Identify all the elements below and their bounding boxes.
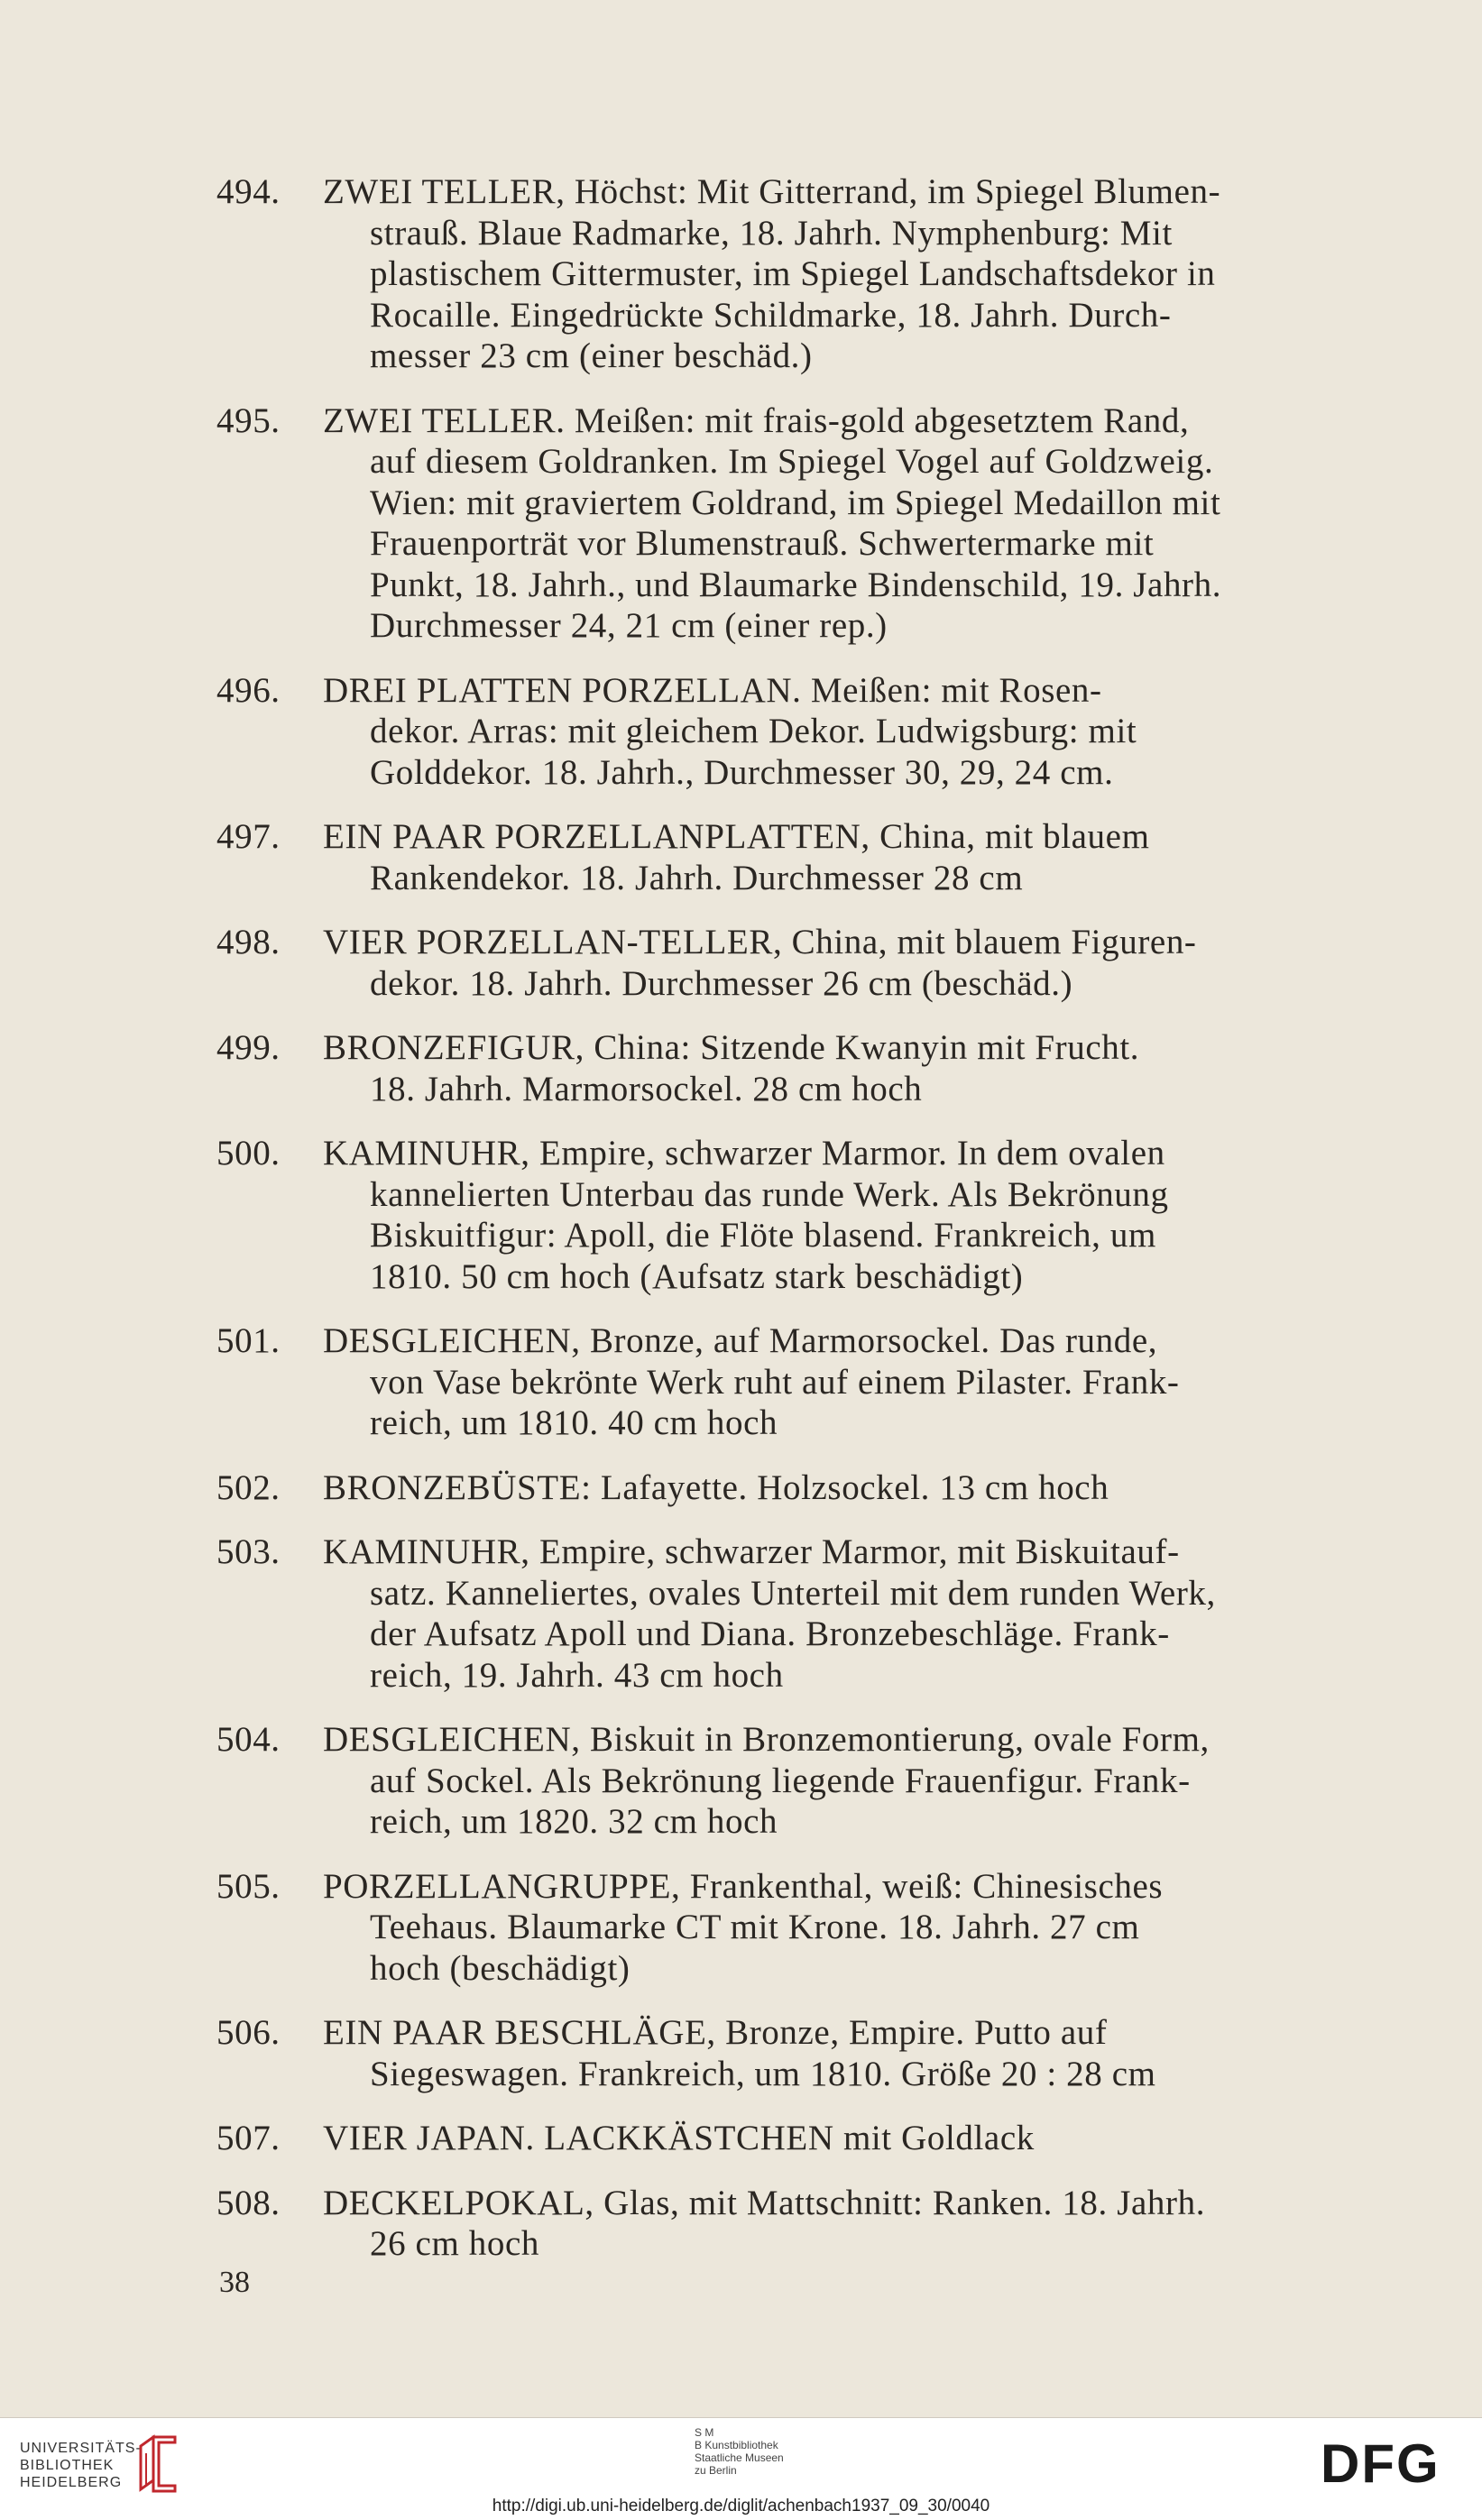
entry-description [323, 1133, 1380, 1297]
entry-description [323, 1719, 1380, 1843]
catalog-entry [216, 922, 1380, 1004]
entry-line: satz. Kanneliertes, ovales Unterteil mit dem runden Werk, [370, 1573, 1216, 1613]
entry-continuation [323, 2054, 1380, 2095]
page-number: 38 [219, 2266, 250, 2299]
center-line: S M [695, 2426, 714, 2439]
entry-line: 1810. 50 cm hoch (Aufsatz stark beschädigt) [370, 1256, 1024, 1296]
catalog-entry [216, 1531, 1380, 1696]
entry-line: messer 23 cm (einer beschäd.) [370, 336, 813, 375]
entry-continuation [323, 858, 1380, 899]
entry-continuation [323, 1907, 1380, 1989]
entry-number: 502. [216, 1467, 281, 1507]
center-line: zu Berlin [695, 2464, 737, 2477]
entry-first-line: DESGLEICHEN, Bronze, auf Marmorsockel. Das runde, [323, 1321, 1158, 1360]
entry-line: 18. Jahrh. Marmorsockel. 28 cm hoch [370, 1069, 923, 1108]
entry-line: dekor. 18. Jahrh. Durchmesser 26 cm (beschäd.) [370, 963, 1073, 1003]
entry-line: auf diesem Goldranken. Im Spiegel Vogel auf Goldzweig. [370, 442, 1214, 481]
entry-description [323, 922, 1380, 1004]
entry-line: Frauenporträt vor Blumenstrauß. Schwertermarke mit [370, 524, 1155, 563]
entry-description [323, 1027, 1380, 1109]
center-line: Staatliche Museen [695, 2451, 784, 2464]
entry-line: hoch (beschädigt) [370, 1948, 631, 1988]
entry-continuation [323, 441, 1380, 647]
catalog-entry [216, 1320, 1380, 1444]
entry-line: plastischem Gittermuster, im Spiegel Landschaftsdekor in [370, 254, 1216, 293]
entry-description [323, 2183, 1380, 2265]
university-logo-icon[interactable] [135, 2433, 180, 2493]
entry-number: 504. [216, 1720, 281, 1759]
catalog-entry [216, 2183, 1380, 2265]
entry-continuation [323, 1573, 1380, 1697]
entry-line: Punkt, 18. Jahrh., und Blaumarke Bindenschild, 19. Jahrh. [370, 565, 1222, 604]
entry-line: Teehaus. Blaumarke CT mit Krone. 18. Jahrh. 27 cm [370, 1908, 1140, 1946]
entry-number: 499. [216, 1028, 281, 1067]
entry-first-line: EIN PAAR BESCHLÄGE, Bronze, Empire. Putto auf [323, 2013, 1108, 2052]
entry-number: 508. [216, 2183, 281, 2222]
university-library-name[interactable] [20, 2440, 142, 2491]
catalog-entry [216, 1866, 1380, 1990]
entry-first-line: BRONZEBÜSTE: Lafayette. Holzsockel. 13 cm hoch [323, 1467, 1109, 1507]
catalog-entry [216, 1467, 1380, 1509]
catalog-entry [216, 1027, 1380, 1109]
catalog-entry [216, 171, 1380, 377]
entry-first-line: KAMINUHR, Empire, schwarzer Marmor. In dem ovalen [323, 1134, 1165, 1173]
entry-description [323, 400, 1380, 647]
entry-line: auf Sockel. Als Bekrönung liegende Frauenfigur. Frank- [370, 1761, 1191, 1800]
entry-line: Siegeswagen. Frankreich, um 1810. Größe 20 : 28 cm [370, 2054, 1156, 2093]
entry-number: 501. [216, 1321, 281, 1360]
entry-number: 496. [216, 670, 281, 710]
center-line: B Kunstbibliothek [695, 2439, 778, 2451]
entry-first-line: DREI PLATTEN PORZELLAN. Meißen: mit Rosen- [323, 670, 1102, 710]
entry-continuation [323, 1761, 1380, 1843]
entry-first-line: ZWEI TELLER, Höchst: Mit Gitterrand, im Spiegel Blumen- [323, 172, 1221, 211]
entry-first-line: DECKELPOKAL, Glas, mit Mattschnitt: Ranken. 18. Jahrh. [323, 2183, 1206, 2222]
entry-first-line: VIER JAPAN. LACKKÄSTCHEN mit Goldlack [323, 2119, 1035, 2157]
entry-line: kannelierten Unterbau das runde Werk. Als Bekrönung [370, 1174, 1169, 1214]
entry-number: 500. [216, 1134, 281, 1173]
entry-description [323, 1467, 1380, 1509]
entry-number: 506. [216, 2013, 281, 2052]
catalog-entry [216, 670, 1380, 794]
catalog-entry [216, 2012, 1380, 2094]
entry-line: Biskuitfigur: Apoll, die Flöte blasend. Frankreich, um [370, 1216, 1156, 1255]
entry-continuation [323, 1174, 1380, 1298]
entry-line: Wien: mit graviertem Goldrand, im Spiegel Medaillon mit [370, 483, 1221, 522]
entry-line: dekor. Arras: mit gleichem Dekor. Ludwigsburg: mit [370, 712, 1137, 750]
entry-number: 494. [216, 172, 281, 211]
entry-number: 497. [216, 817, 281, 856]
entry-description [323, 1866, 1380, 1990]
entry-continuation [323, 2223, 1380, 2265]
entry-number: 503. [216, 1532, 281, 1571]
entry-number: 495. [216, 400, 281, 440]
entry-first-line: ZWEI TELLER. Meißen: mit frais-gold abgesetztem Rand, [323, 400, 1190, 440]
entry-continuation [323, 963, 1380, 1005]
entry-number: 505. [216, 1866, 281, 1906]
catalog-entries [216, 171, 1380, 2288]
university-line: HEIDELBERG [20, 2475, 123, 2490]
entry-description [323, 2012, 1380, 2094]
entry-first-line: VIER PORZELLAN-TELLER, China, mit blauem Figuren- [323, 923, 1197, 961]
university-line: BIBLIOTHEK [20, 2458, 115, 2473]
entry-line: reich, um 1820. 32 cm hoch [370, 1802, 778, 1841]
entry-description [323, 1531, 1380, 1696]
catalog-entry [216, 2118, 1380, 2159]
dfg-logo-text: DFG [1321, 2437, 1441, 2489]
entry-continuation [323, 1362, 1380, 1444]
entry-continuation [323, 213, 1380, 377]
university-line: UNIVERSITÄTS- [20, 2441, 142, 2456]
footer-divider [0, 2417, 1482, 2418]
entry-description [323, 171, 1380, 377]
entry-line: Golddekor. 18. Jahrh., Durchmesser 30, 29, 24 cm. [370, 752, 1114, 792]
entry-number: 507. [216, 2119, 281, 2157]
entry-line: Durchmesser 24, 21 cm (einer rep.) [370, 606, 888, 645]
entry-line: der Aufsatz Apoll und Diana. Bronzebeschläge. Frank- [370, 1614, 1170, 1653]
entry-description [323, 1320, 1380, 1444]
catalog-entry [216, 816, 1380, 898]
berlin-museums-logo[interactable] [695, 2426, 784, 2477]
entry-continuation [323, 711, 1380, 793]
entry-line: 26 cm hoch [370, 2224, 539, 2263]
entry-line: von Vase bekrönte Werk ruht auf einem Pilaster. Frank- [370, 1362, 1180, 1402]
catalog-entry [216, 400, 1380, 647]
catalog-entry [216, 1133, 1380, 1297]
entry-description [323, 816, 1380, 898]
entry-line: Rankendekor. 18. Jahrh. Durchmesser 28 cm [370, 858, 1024, 897]
entry-line: Rocaille. Eingedrückte Schildmarke, 18. Jahrh. Durch- [370, 295, 1172, 335]
entry-number: 498. [216, 923, 281, 961]
entry-description [323, 670, 1380, 794]
footer [0, 2417, 1482, 2520]
entry-description [323, 2118, 1380, 2159]
source-url-link[interactable]: http://digi.ub.uni-heidelberg.de/diglit/achenbach1937_09_30/0040 [492, 2497, 990, 2515]
catalog-entry [216, 1719, 1380, 1843]
entry-first-line: KAMINUHR, Empire, schwarzer Marmor, mit Biskuitauf- [323, 1532, 1180, 1571]
entry-first-line: PORZELLANGRUPPE, Frankenthal, weiß: Chinesisches [323, 1866, 1164, 1906]
entry-continuation [323, 1069, 1380, 1110]
dfg-logo-icon[interactable] [1319, 2437, 1463, 2489]
entry-first-line: DESGLEICHEN, Biskuit in Bronzemontierung, ovale Form, [323, 1720, 1210, 1759]
entry-first-line: EIN PAAR PORZELLANPLATTEN, China, mit blauem [323, 817, 1150, 856]
entry-line: reich, um 1810. 40 cm hoch [370, 1403, 778, 1442]
entry-line: reich, 19. Jahrh. 43 cm hoch [370, 1655, 784, 1695]
entry-first-line: BRONZEFIGUR, China: Sitzende Kwanyin mit Frucht. [323, 1028, 1140, 1067]
entry-line: strauß. Blaue Radmarke, 18. Jahrh. Nymphenburg: Mit [370, 213, 1173, 253]
